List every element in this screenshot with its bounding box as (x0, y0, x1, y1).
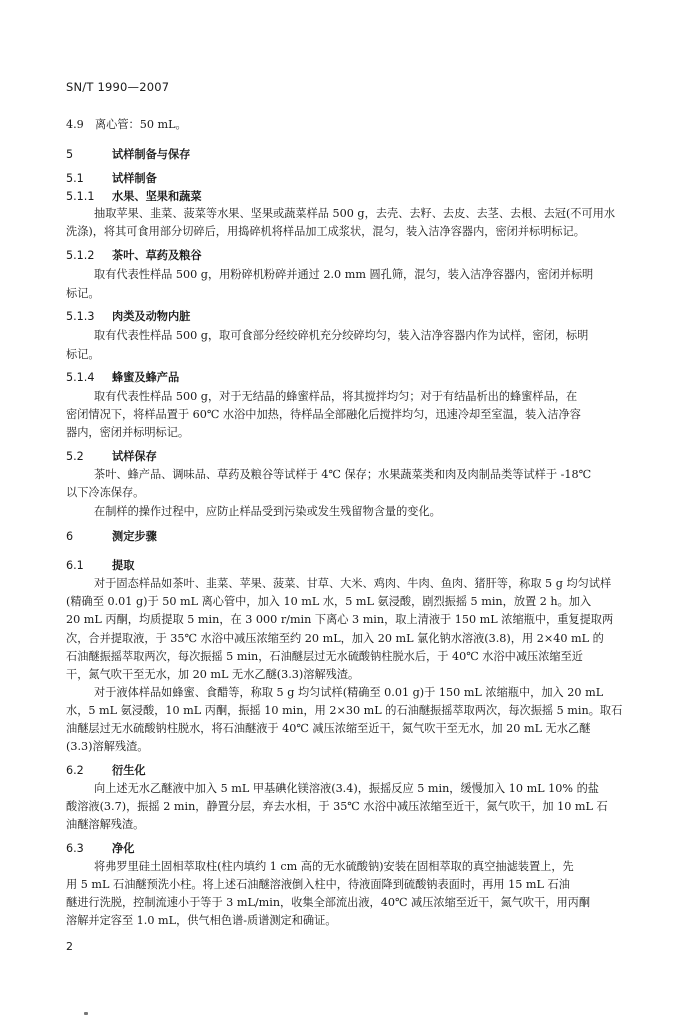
body-line: (3.3)溶解残渣。 (66, 740, 149, 753)
body-line: 标记。 (66, 348, 100, 361)
heading-number: 6.2 (66, 764, 84, 777)
body-line: 器内，密闭并标明标记。 (66, 426, 190, 439)
body-line: 次，合并提取液，于 35℃ 水浴中减压浓缩至约 20 mL，加入 20 mL 氯化钠水溶液(3.8)，用 2×40 mL 的 (66, 632, 604, 645)
heading-number: 5.2 (66, 450, 84, 463)
body-line: 用 5 mL 石油醚预洗小柱。将上述石油醚溶液倒入柱中，待液面降到硫酸钠表面时，再用 15 mL 石油 (66, 878, 570, 891)
subsection-heading (66, 310, 190, 324)
subsection-heading (66, 842, 134, 856)
heading-title: 蜂蜜及蜂产品 (112, 371, 180, 384)
body-line: 标记。 (66, 287, 100, 300)
body-line: 溶解并定容至 1.0 mL，供气相色谱-质谱测定和确证。 (66, 914, 337, 927)
body-line: 20 mL 丙酮，均质提取 5 min，在 3 000 r/min 下离心 3 min，取上清液于 150 mL 浓缩瓶中，重复提取两 (66, 613, 614, 626)
body-line: 醚进行洗脱，控制流速小于等于 3 mL/min，收集全部流出液，40℃ 减压浓缩至近干，氮气吹干，用丙酮 (66, 896, 591, 909)
scan-speck (84, 1012, 88, 1015)
heading-title: 水果、坚果和蔬菜 (112, 190, 202, 203)
section-heading (66, 148, 190, 162)
heading-title: 衍生化 (112, 764, 146, 777)
heading-number: 6.3 (66, 842, 84, 855)
body-line: 石油醚振摇萃取两次，每次振摇 5 min，石油醚层过无水硫酸钠柱脱水后，于 40℃ 水浴中减压浓缩至近 (66, 650, 583, 663)
heading-title: 试样制备 (112, 172, 157, 185)
subsection-heading (66, 559, 134, 573)
heading-title: 试样制备与保存 (112, 148, 191, 161)
heading-number: 6.1 (66, 559, 84, 572)
body-line: 取有代表性样品 500 g，对于无结晶的蜂蜜样品，将其搅拌均匀；对于有结晶析出的蜂蜜样品，在 (94, 390, 578, 403)
body-line: 将弗罗里硅土固相萃取柱(柱内填约 1 cm 高的无水硫酸钠)安装在固相萃取的真空抽滤装置上，先 (94, 860, 574, 873)
body-line: 干，氮气吹干至无水，加 20 mL 无水乙醚(3.3)溶解残渣。 (66, 668, 360, 681)
body-line: 以下冷冻保存。 (66, 486, 145, 499)
body-line: 对于液体样品如蜂蜜、食醋等，称取 5 g 均匀试样(精确至 0.01 g)于 150 mL 浓缩瓶中，加入 20 mL (94, 686, 604, 699)
body-line: 取有代表性样品 500 g，用粉碎机粉碎并通过 2.0 mm 圆孔筛，混匀，装入洁净容器内，密闭并标明 (94, 268, 594, 281)
subsection-heading (66, 450, 157, 464)
heading-number: 5.1.1 (66, 190, 95, 203)
body-line: 向上述无水乙醚液中加入 5 mL 甲基碘化镁溶液(3.4)，振摇反应 5 min，缓慢加入 10 mL 10% 的盐 (94, 782, 599, 795)
body-line: 油醚层过无水硫酸钠柱脱水，将石油醚液于 40℃ 减压浓缩至近干，氮气吹干至无水，加 20 mL 无水乙醚 (66, 722, 591, 735)
subsection-heading (66, 190, 202, 204)
body-line: 对于固态样品如茶叶、韭菜、苹果、菠菜、甘草、大米、鸡肉、牛肉、鱼肉、猪肝等，称取 5 g 均匀试样 (94, 577, 612, 590)
body-line: 抽取苹果、韭菜、菠菜等水果、坚果或蔬菜样品 500 g，去壳、去籽、去皮、去茎、去根、去冠(不可用水 (94, 207, 616, 220)
body-line: 油醚溶解残渣。 (66, 818, 145, 831)
heading-title: 试样保存 (112, 450, 157, 463)
heading-title: 提取 (112, 559, 135, 572)
body-line: 茶叶、蜂产品、调味品、草药及粮谷等试样于 4℃ 保存；水果蔬菜类和肉及肉制品类等试样于 -18℃ (94, 468, 592, 481)
subsection-heading (66, 764, 146, 778)
subsection-heading (66, 172, 157, 186)
body-line: 密闭情况下，将样品置于 60℃ 水浴中加热，待样品全部融化后搅拌均匀，迅速冷却至室温，装入洁净容 (66, 408, 581, 421)
body-line: (精确至 0.01 g)于 50 mL 离心管中，加入 10 mL 水，5 mL 氨浸酸，剧烈振摇 5 min，放置 2 h。加入 (66, 595, 592, 608)
heading-title: 净化 (112, 842, 135, 855)
body-line: 在制样的操作过程中，应防止样品受到污染或发生残留物含量的变化。 (94, 505, 441, 518)
subsection-heading (66, 371, 179, 385)
heading-number: 5.1.4 (66, 371, 95, 384)
heading-number: 5 (66, 148, 74, 161)
heading-title: 肉类及动物内脏 (112, 310, 191, 323)
body-line: 洗涤)，将其可食用部分切碎后，用捣碎机将样品加工成浆状，混匀，装入洁净容器内，密闭并标明标记。 (66, 225, 585, 238)
heading-title: 测定步骤 (112, 530, 157, 543)
heading-number: 5.1.2 (66, 249, 95, 262)
body-line: 取有代表性样品 500 g，取可食部分经绞碎机充分绞碎均匀，装入洁净容器内作为试样，密闭，标明 (94, 329, 589, 342)
standard-code: SN/T 1990—2007 (66, 80, 170, 94)
subsection-heading (66, 249, 202, 263)
heading-number: 6 (66, 530, 74, 543)
section-heading (66, 530, 157, 544)
heading-title: 茶叶、草药及粮谷 (112, 249, 202, 262)
body-line: 4.9 离心管：50 mL。 (66, 118, 187, 131)
body-line: 水，5 mL 氨浸酸，10 mL 丙酮，振摇 10 min，用 2×30 mL 的石油醚振摇萃取两次，每次振摇 5 min。取石 (66, 704, 623, 717)
page-number: 2 (66, 940, 73, 953)
heading-number: 5.1.3 (66, 310, 95, 323)
heading-number: 5.1 (66, 172, 84, 185)
body-line: 酸溶液(3.7)，振摇 2 min，静置分层，弃去水相，于 35℃ 水浴中减压浓缩至近干，氮气吹干，加 10 mL 石 (66, 800, 608, 813)
